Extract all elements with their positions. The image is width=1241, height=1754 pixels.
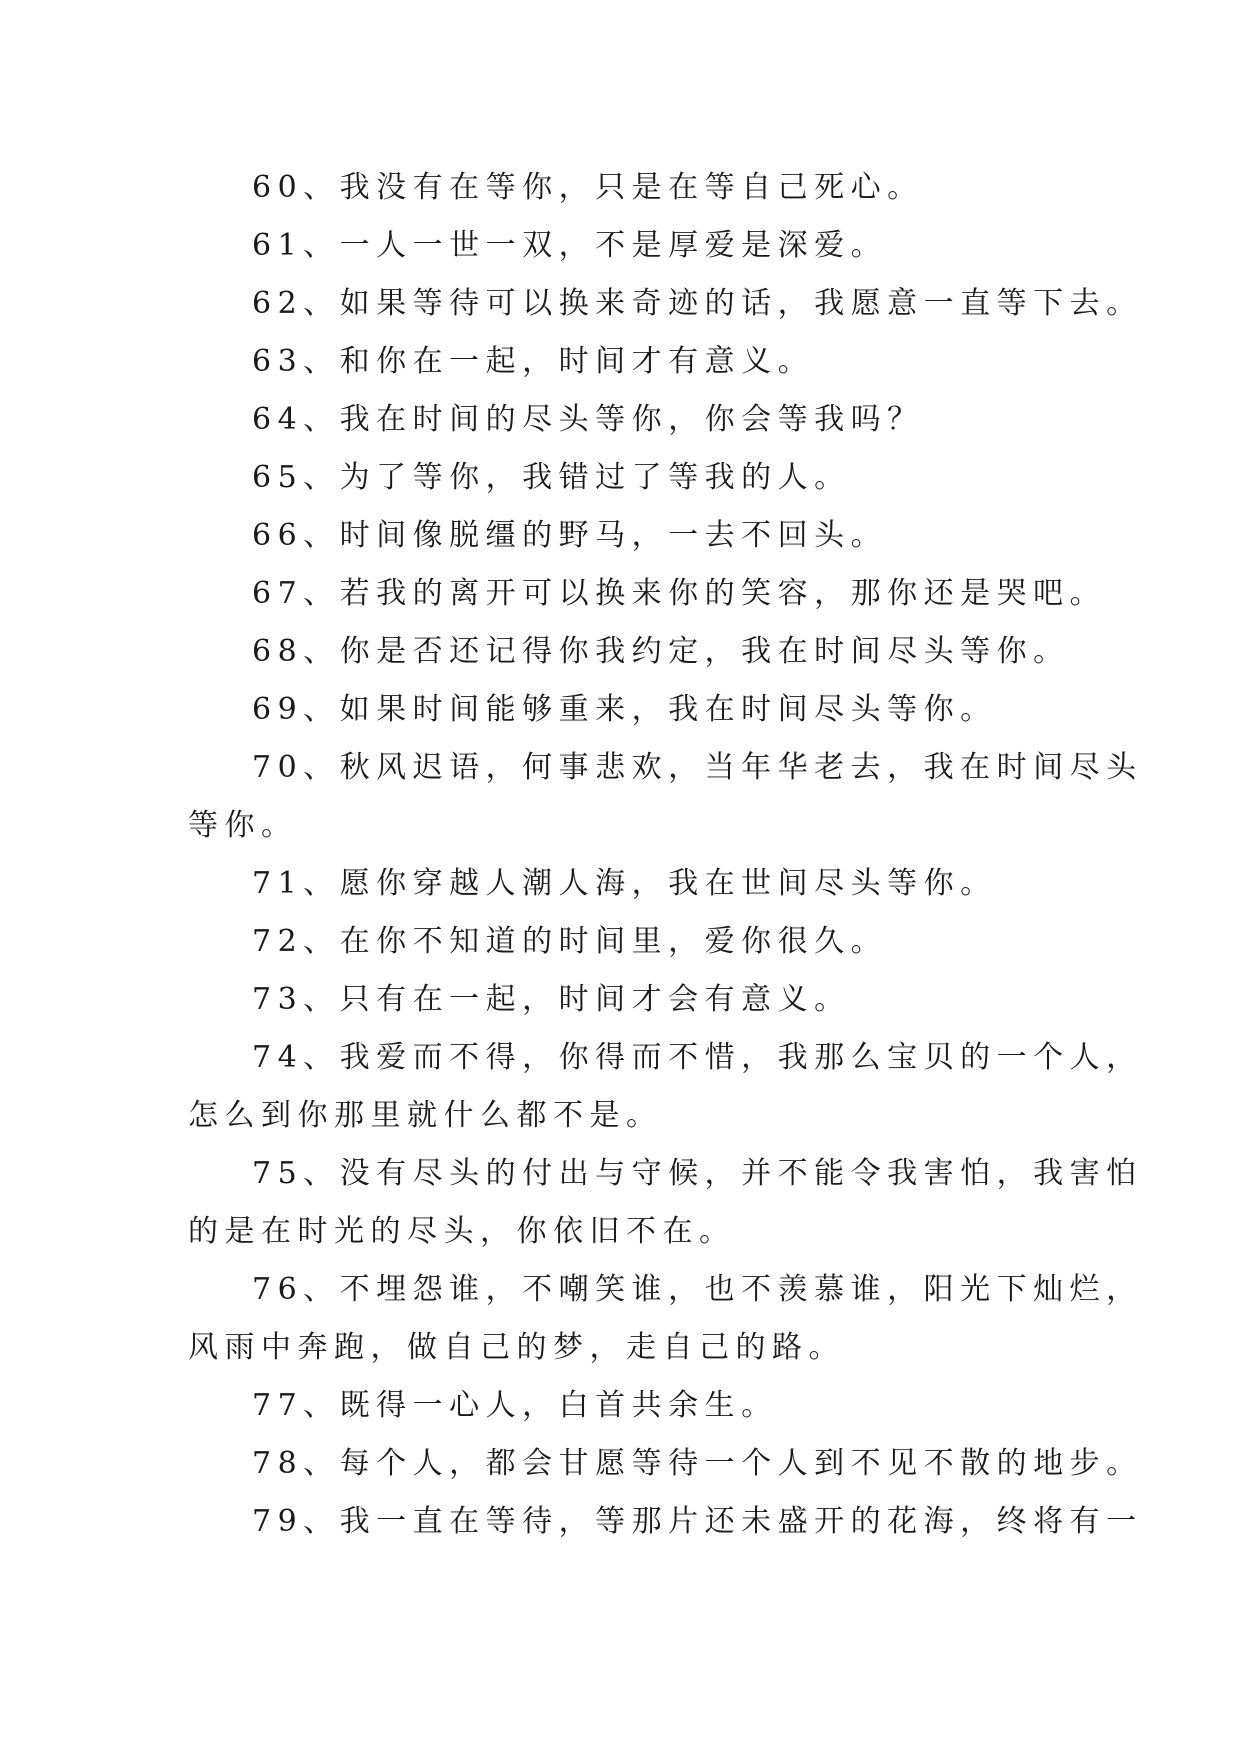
text-line: 72、在你不知道的时间里，爱你很久。 — [252, 924, 888, 959]
text-line: 风雨中奔跑，做自己的梦，走自己的路。 — [188, 1330, 845, 1365]
text-line: 67、若我的离开可以换来你的笑容，那你还是哭吧。 — [252, 576, 1107, 611]
text-line: 78、每个人，都会甘愿等待一个人到不见不散的地步。 — [252, 1446, 1143, 1481]
text-line: 69、如果时间能够重来，我在时间尽头等你。 — [252, 692, 997, 727]
text-line: 73、只有在一起，时间才会有意义。 — [252, 982, 851, 1017]
text-line: 63、和你在一起，时间才有意义。 — [252, 344, 815, 379]
text-line: 77、既得一心人，白首共余生。 — [252, 1388, 778, 1423]
text-line: 74、我爱而不得，你得而不惜，我那么宝贝的一个人， — [252, 1040, 1143, 1075]
text-line: 79、我一直在等待，等那片还未盛开的花海，终将有一 — [252, 1504, 1143, 1539]
text-line: 70、秋风迟语，何事悲欢，当年华老去，我在时间尽头 — [252, 750, 1143, 785]
document-body — [188, 159, 1143, 1551]
text-line: 66、时间像脱缰的野马，一去不回头。 — [252, 518, 888, 553]
text-line: 61、一人一世一双，不是厚爱是深爱。 — [252, 228, 888, 263]
text-line: 76、不埋怨谁，不嘲笑谁，也不羡慕谁，阳光下灿烂， — [252, 1272, 1143, 1307]
text-line: 75、没有尽头的付出与守候，并不能令我害怕，我害怕 — [252, 1156, 1143, 1191]
text-line: 60、我没有在等你，只是在等自己死心。 — [252, 170, 924, 205]
text-line: 71、愿你穿越人潮人海，我在世间尽头等你。 — [252, 866, 997, 901]
text-line: 65、为了等你，我错过了等我的人。 — [252, 460, 851, 495]
text-line: 等你。 — [188, 808, 298, 843]
text-line: 64、我在时间的尽头等你，你会等我吗？ — [252, 402, 924, 437]
text-line: 怎么到你那里就什么都不是。 — [188, 1098, 663, 1133]
text-line: 62、如果等待可以换来奇迹的话，我愿意一直等下去。 — [252, 286, 1143, 321]
text-line: 68、你是否还记得你我约定，我在时间尽头等你。 — [252, 634, 1070, 669]
text-line: 的是在时光的尽头，你依旧不在。 — [188, 1214, 736, 1249]
